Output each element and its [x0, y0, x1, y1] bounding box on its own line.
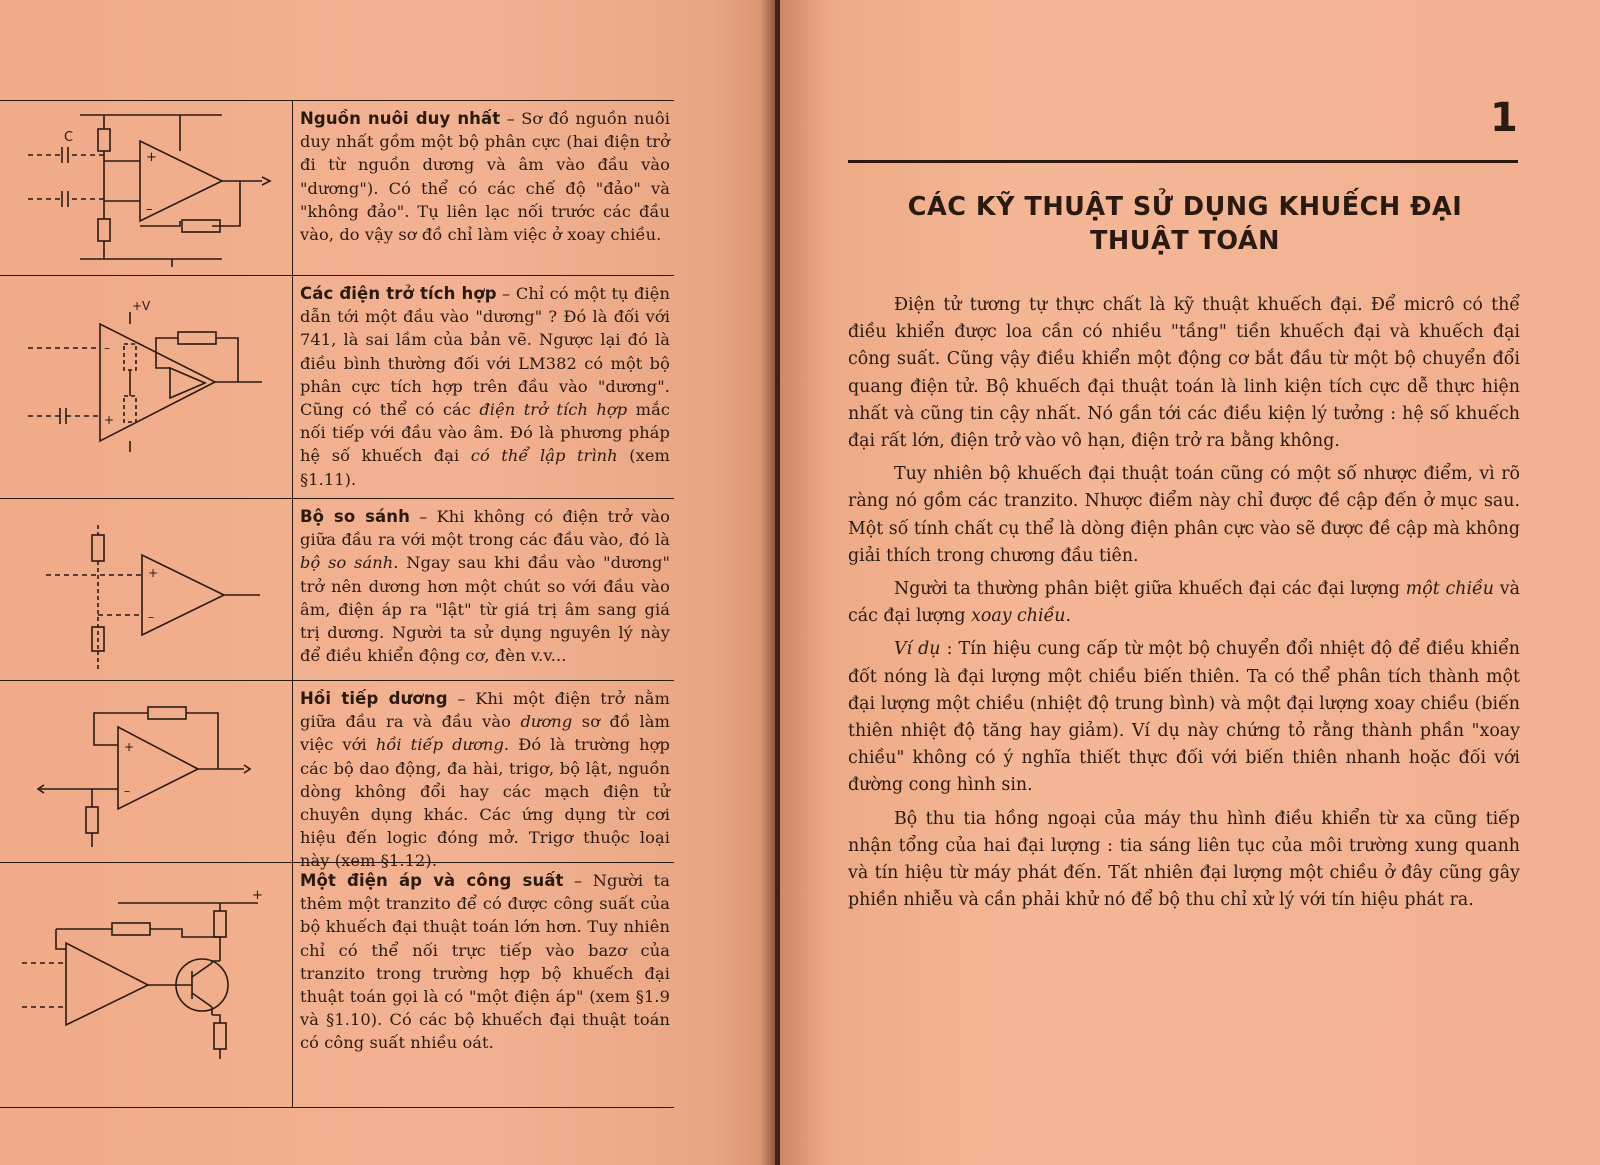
paragraph-italic: Ví dụ [894, 639, 941, 660]
chapter-rule [848, 160, 1518, 163]
circuit-comparator-icon [0, 499, 292, 681]
paragraph-text: : Tín hiệu cung cấp từ một bộ chuyển đổi nhiệt độ để điều khiển đốt nóng là đại lượng một chiều biến thiên. Ta có thể phân tích thành một đại lượng một chiều (nhiệt độ trung bình) và một đại lượng xoay chiều (biến thiên nhiệt độ tăng hay giảm). Ví dụ này chứng tỏ rằng thành phần "xoay chiều" không có ý nghĩa thiết thực đối với biến thiên nhanh hoặc đối với đường cong hình sin. [848, 639, 1521, 796]
row-body: (xem §1.11). [300, 446, 670, 489]
diagram-comparator [0, 499, 293, 681]
row-heading: Nguồn nuôi duy nhất [300, 109, 501, 128]
paragraph-italic: xoay chiều [971, 606, 1066, 627]
row-body: . Đó là trường hợp các bộ dao động, đa hài, trigơ, bộ lật, nguồn dòng không đổi hay các mạch điện tử chuyên dụng khác. Các ứng dụng từ cơi hiệu đến logic đóng mở. Trigơ thuộc loại này (xem §1.12). [300, 735, 670, 871]
row-italic: dương [520, 712, 573, 732]
svg-text:+V: +V [132, 299, 151, 313]
circuit-single-supply-icon [0, 101, 292, 276]
row-body: – Người ta thêm một tranzito để có được công suất của bộ khuếch đại thuật toán lớn hơn. Tuy nhiên chỉ có thể nối trực tiếp vào bazơ của tranzito trong trường hợp bộ khuếch đại thuật toán gọi là có "một điện áp" (xem §1.9 và §1.10). Có các bộ khuếch đại thuật toán có công suất nhiều oát. [300, 871, 670, 1053]
row-body: – Khi một điện trở nằm giữa đầu ra và đầu vào [300, 689, 670, 732]
row-text [300, 869, 670, 1055]
paragraph-text: và các đại lượng [848, 579, 1520, 627]
row-text [300, 107, 670, 246]
paragraph: Điện tử tương tự thực chất là kỹ thuật khuếch đại. Để micrô có thể điều khiển được loa cần có nhiều "tầng" tiền khuếch đại và khuếch đại công suất. Cũng vậy điều khiển một động cơ bắt đầu từ một bộ chuyển đổi quang điện tử. Bộ khuếch đại thuật toán là linh kiện tích cực dễ thực hiện nhất và cũng tin cậy nhất. Nó gần tới các điều kiện lý tưởng : hệ số khuếch đại rất lớn, điện trở vào vô hạn, điện trở ra bằng không. [848, 295, 1520, 452]
row-body: – Sơ đồ nguồn nuôi duy nhất gồm một bộ phân cực (hai điện trở đi từ nguồn dương và âm vào đầu vào "dương"). Có thể có các chế độ "đảo" và "không đảo". Tụ liên lạc nối trước các đầu vào, do vậy sơ đồ chỉ làm việc ở xoay chiều. [300, 109, 670, 245]
row-italic: điện trở tích hợp [479, 400, 628, 420]
row-body: – Chỉ có một tụ điện dẫn tới một đầu vào "dương" ? Đó là đối với 741, là sai lầm của bản vẽ. Ngược lại đó là điều bình thường đối với LM382 có một bộ phân cực tích hợp trên đầu vào "dương". Cũng có thể có các [300, 284, 670, 420]
diagram-positive-feedback [0, 681, 293, 863]
diagram-single-supply [0, 101, 293, 276]
diagram-power-stage [0, 863, 293, 1107]
row-heading: Hồi tiếp dương [300, 689, 448, 708]
chapter-title-line2: THUẬT TOÁN [1090, 226, 1280, 256]
paragraph [848, 636, 1520, 799]
svg-text:+: + [252, 888, 263, 903]
table-row [0, 680, 674, 871]
svg-text:–: – [124, 784, 130, 798]
row-text [300, 282, 670, 491]
chapter-body [848, 292, 1520, 920]
svg-text:+: + [148, 566, 159, 580]
chapter-title-line1: CÁC KỸ THUẬT SỬ DỤNG KHUẾCH ĐẠI [907, 192, 1463, 222]
table-row [0, 498, 674, 681]
row-body: – Khi không có điện trở vào giữa đầu ra với một trong các đầu vào, đó là [300, 507, 670, 550]
paragraph: Tuy nhiên bộ khuếch đại thuật toán cũng có một số nhược điểm, vì rõ ràng nó gồm các tranzito. Nhược điểm này chỉ được đề cập đến ở mục sau. Một số tính chất cụ thể là dòng điện phân cực vào sẽ được đề cập mà không giải thích trong chương đầu tiên. [848, 464, 1520, 566]
svg-text:C: C [64, 130, 74, 145]
svg-text:+: + [104, 413, 115, 427]
row-italic: hồi tiếp dương [375, 735, 504, 755]
svg-text:+: + [146, 150, 157, 165]
circuit-positive-feedback-icon [0, 681, 292, 863]
row-body: sơ đồ làm việc với [300, 712, 670, 755]
row-heading: Bộ so sánh [300, 507, 410, 526]
table-row [0, 862, 674, 1108]
svg-text:+: + [124, 740, 135, 754]
row-body: . Ngay sau khi đầu vào "dương" trở nên dương hơn một chút so với đầu vào âm, điện áp ra "lật" từ giá trị âm sang giá trị dương. Người ta sử dụng nguyên lý này để điều khiển động cơ, đèn v.v... [300, 553, 670, 666]
paragraph-italic: một chiều [1405, 579, 1494, 600]
svg-text:–: – [146, 202, 153, 217]
circuit-power-stage-icon [0, 863, 292, 1107]
table-row [0, 100, 674, 276]
row-text [300, 687, 670, 873]
circuit-integrated-resistors-icon [0, 276, 292, 499]
row-italic: bộ so sánh [300, 553, 394, 573]
paragraph [848, 576, 1520, 630]
paragraph: Bộ thu tia hồng ngoại của máy thu hình điều khiển từ xa cũng tiếp nhận tổng của hai đại lượng : tia sáng liên tục của môi trường xung quanh và tín hiệu từ máy phát đến. Tất nhiên đại lượng một chiều ở đây cũng gây phiền nhiễu và cần phải khử nó để bộ thu chỉ xử lý với tín hiệu phát ra. [848, 808, 1520, 911]
chapter-title [860, 190, 1510, 258]
chapter-number: 1 [1490, 95, 1518, 141]
row-body: mắc nối tiếp với đầu vào âm. Đó là phương pháp hệ số khuếch đại [300, 400, 670, 466]
row-heading: Một điện áp và công suất [300, 871, 564, 890]
paragraph-text: . [1065, 606, 1071, 627]
svg-text:–: – [104, 341, 110, 355]
svg-text:–: – [148, 610, 154, 624]
paragraph-text: Người ta thường phân biệt giữa khuếch đại các đại lượng [894, 579, 1406, 600]
left-page [0, 0, 775, 1165]
row-italic: có thể lập trình [470, 446, 618, 466]
diagram-integrated-resistors [0, 276, 293, 499]
row-text [300, 505, 670, 667]
row-heading: Các điện trở tích hợp [300, 284, 497, 303]
table-row [0, 275, 674, 499]
